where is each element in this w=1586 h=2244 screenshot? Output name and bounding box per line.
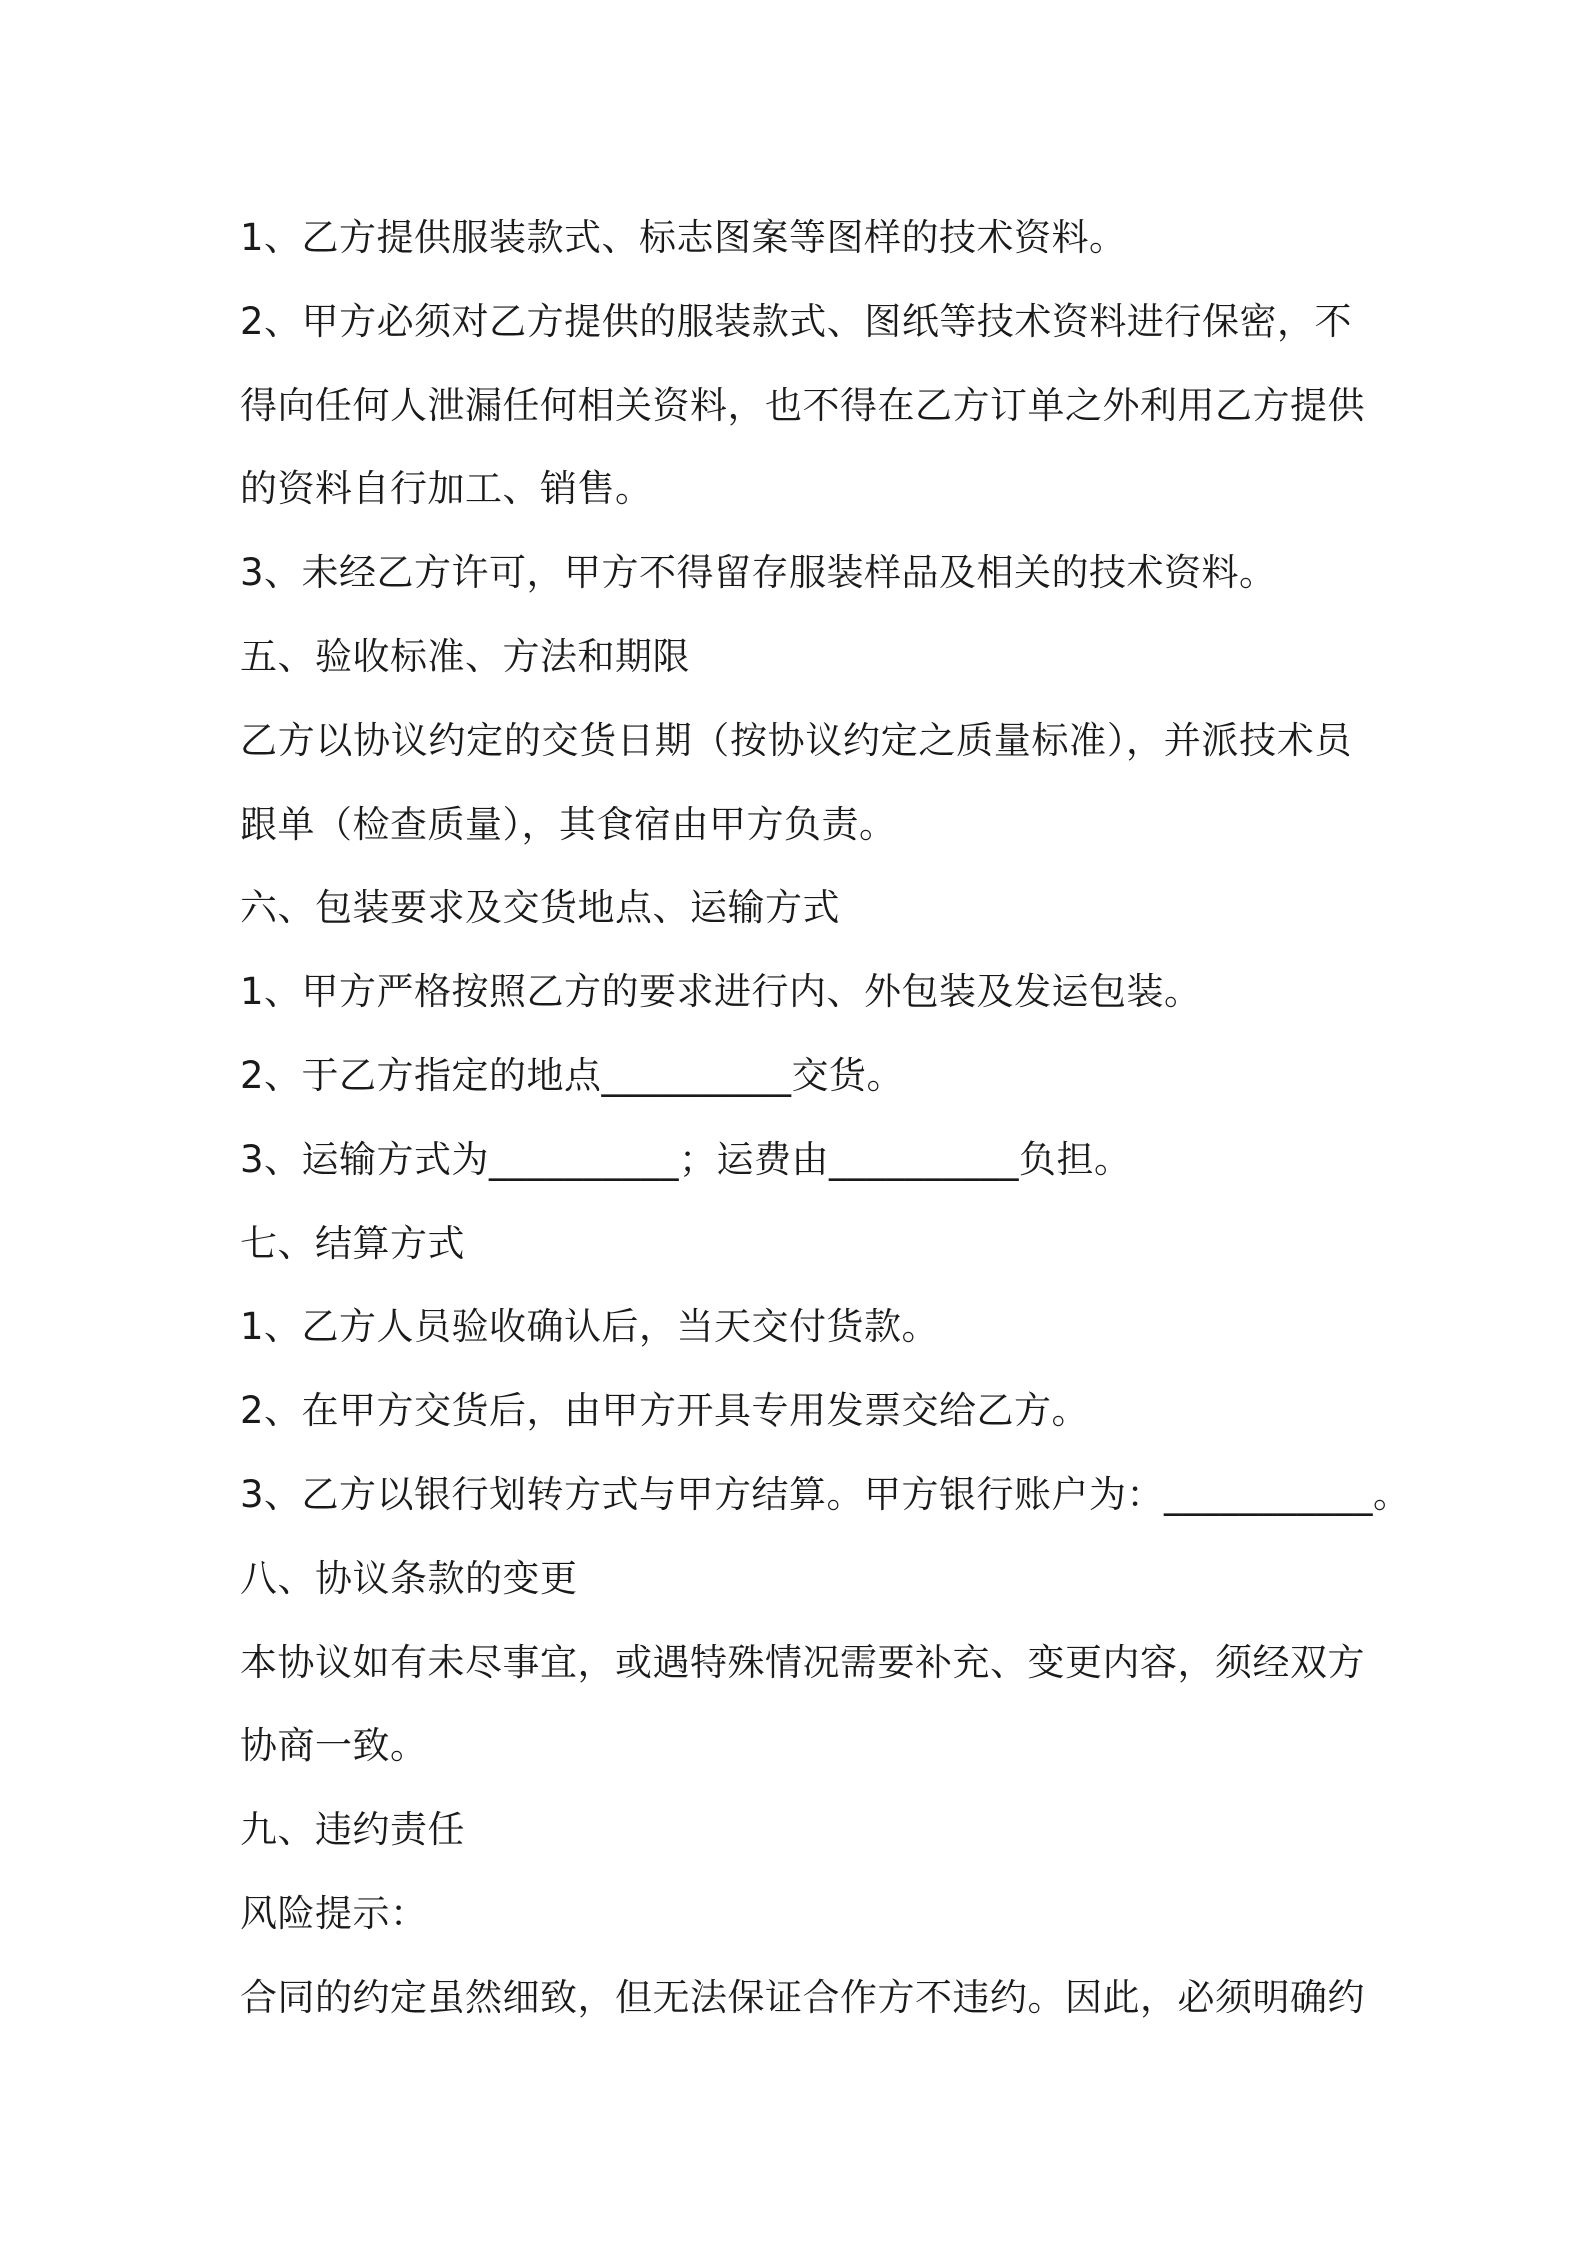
acceptance-text-line-2: 跟单（检查质量），其食宿由甲方负责。 — [240, 802, 897, 846]
settlement-clause-3: 3、乙方以银行划转方式与甲方结算。甲方银行账户为：___________。 — [240, 1472, 1411, 1516]
packaging-clause-2: 2、于乙方指定的地点__________交货。 — [240, 1053, 905, 1097]
clause-6-1-tech-materials: 1、乙方提供服装款式、标志图案等图样的技术资料。 — [240, 216, 1127, 259]
risk-notice-label: 风险提示： — [240, 1891, 428, 1935]
amendment-text-line-2: 协商一致。 — [240, 1724, 428, 1768]
packaging-clause-1: 1、甲方严格按照乙方的要求进行内、外包装及发运包装。 — [240, 970, 1202, 1014]
amendment-text-line-1: 本协议如有未尽事宜，或遇特殊情况需要补充、变更内容，须经双方 — [240, 1640, 1365, 1684]
clause-confidentiality-line-3: 的资料自行加工、销售。 — [240, 467, 653, 511]
packaging-clause-3: 3、运输方式为__________；运费由__________负担。 — [240, 1137, 1132, 1181]
acceptance-text-line-1: 乙方以协议约定的交货日期（按协议约定之质量标准），并派技术员 — [240, 718, 1352, 762]
settlement-clause-1: 1、乙方人员验收确认后，当天交付货款。 — [240, 1305, 940, 1349]
section-heading-acceptance: 五、验收标准、方法和期限 — [240, 634, 690, 678]
section-heading-settlement: 七、结算方式 — [240, 1221, 465, 1265]
document-body — [240, 196, 1411, 2040]
settlement-clause-2: 2、在甲方交货后，由甲方开具专用发票交给乙方。 — [240, 1389, 1090, 1433]
section-heading-breach: 九、违约责任 — [240, 1808, 465, 1852]
section-heading-amendment: 八、协议条款的变更 — [240, 1556, 578, 1600]
clause-confidentiality-line-1: 2、甲方必须对乙方提供的服装款式、图纸等技术资料进行保密，不 — [240, 299, 1352, 343]
section-heading-packaging: 六、包装要求及交货地点、运输方式 — [240, 886, 840, 930]
risk-notice-text: 合同的约定虽然细致，但无法保证合作方不违约。因此，必须明确约 — [240, 1975, 1365, 2019]
clause-samples-retention: 3、未经乙方许可，甲方不得留存服装样品及相关的技术资料。 — [240, 551, 1277, 595]
clause-confidentiality-line-2: 得向任何人泄漏任何相关资料，也不得在乙方订单之外利用乙方提供 — [240, 383, 1365, 427]
